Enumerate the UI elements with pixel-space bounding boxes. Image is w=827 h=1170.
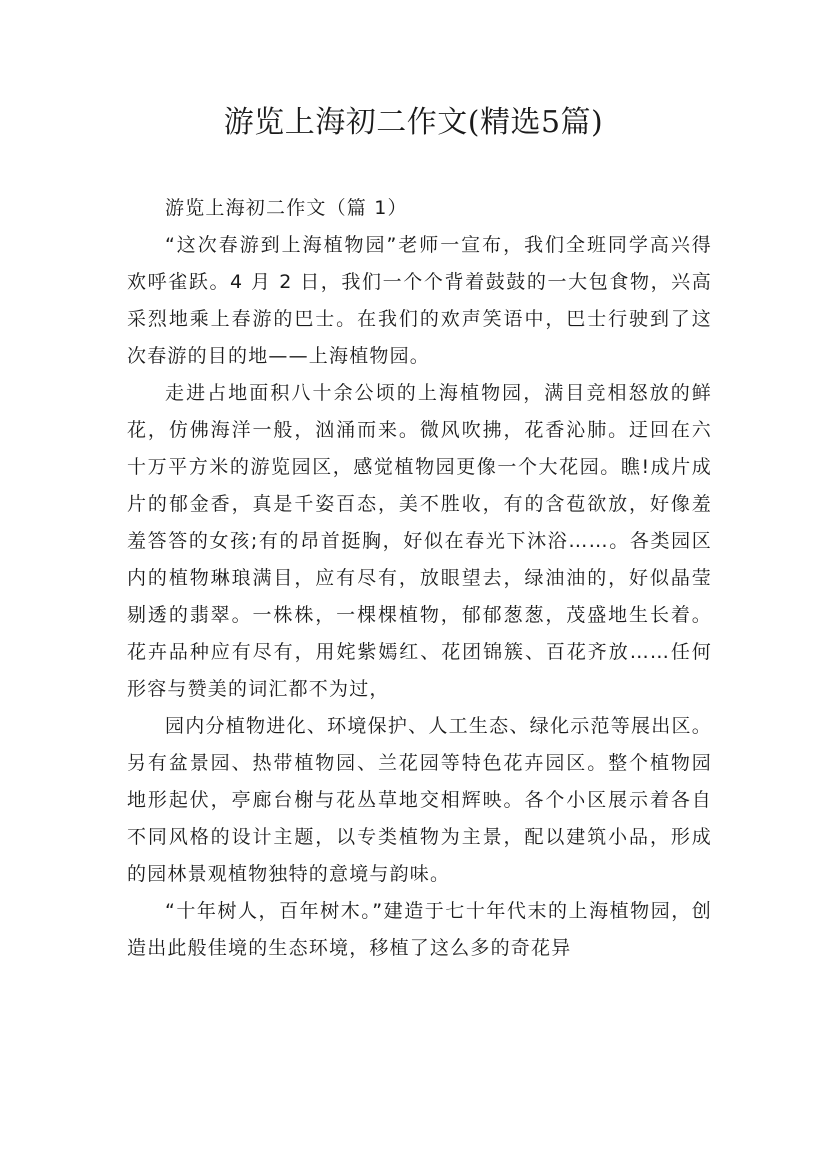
paragraph-3: 园内分植物进化、环境保护、人工生态、绿化示范等展出区。另有盆景园、热带植物园、兰花园等特色花卉园区。整个植物园地形起伏，亭廊台榭与花丛草地交相辉映。各个小区展示着各自不同风格的设计主题，以专类植物为主景，配以建筑小品，形成的园林景观植物独特的意境与韵味。 — [127, 715, 712, 885]
paragraph-4: “十年树人，百年树木。”建造于七十年代末的上海植物园，创造出此般佳境的生态环境，移植了这么多的奇花异 — [127, 900, 712, 959]
document-title: 游览上海初二作文(精选5篇) — [223, 105, 604, 140]
paragraph-1: “这次春游到上海植物园”老师一宣布，我们全班同学高兴得欢呼雀跃。4 月 2 日，我们一个个背着鼓鼓的一大包食物，兴高采烈地乘上春游的巴士。在我们的欢声笑语中，巴士行驶到了这次春游的目的地——上海植物园。 — [127, 234, 712, 367]
document-body — [127, 190, 712, 967]
section-heading: 游览上海初二作文（篇 1） — [165, 197, 408, 219]
paragraph-2: 走进占地面积八十余公顷的上海植物园，满目竞相怒放的鲜花，仿佛海洋一般，汹涌而来。微风吹拂，花香沁肺。迂回在六十万平方米的游览园区，感觉植物园更像一个大花园。瞧!成片成片的郁金香，真是千姿百态，美不胜收，有的含苞欲放，好像羞羞答答的女孩;有的昂首挺胸，好似在春光下沐浴……。各类园区内的植物琳琅满目，应有尽有，放眼望去，绿油油的，好似晶莹剔透的翡翠。一株株，一棵棵植物，郁郁葱葱，茂盛地生长着。花卉品种应有尽有，用姹紫嫣红、花团锦簇、百花齐放……任何形容与赞美的词汇都不为过， — [127, 382, 712, 700]
